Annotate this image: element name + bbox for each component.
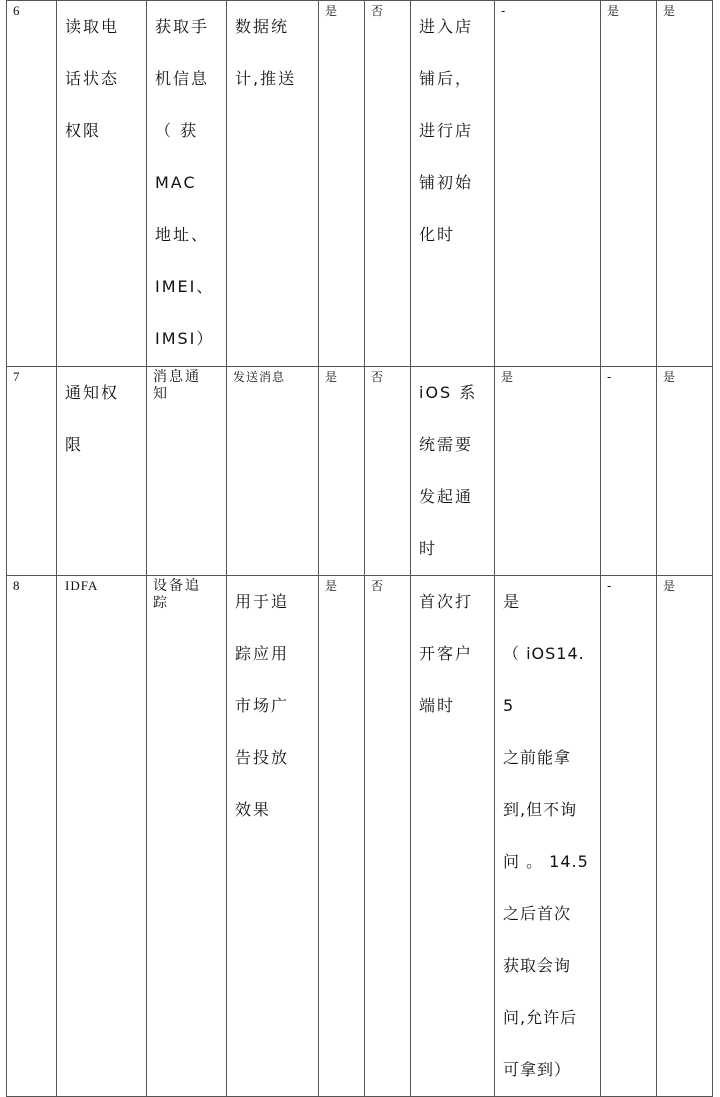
text-line: 铺后， — [419, 69, 474, 88]
text-line: 获取手 — [155, 17, 210, 36]
text-line: 读取电 — [65, 17, 120, 36]
text-line: 权限 — [65, 121, 102, 140]
text-line: 化时 — [419, 225, 456, 244]
text-line: 首次打 — [419, 592, 474, 611]
text-line: IDFA — [65, 578, 99, 593]
text-line: 通知权 — [65, 383, 120, 402]
col9-cell — [657, 1, 713, 367]
consent-cell — [495, 1, 601, 367]
text-line: 话状态 — [65, 69, 120, 88]
optional-value: 否 — [371, 4, 385, 18]
usage-cell — [227, 367, 319, 576]
consent-value: - — [501, 4, 507, 18]
usage-cell — [227, 576, 319, 1097]
row-number-cell — [7, 576, 57, 1097]
text-line: 到,但不询 — [503, 800, 578, 819]
text-line: IMEI、 — [155, 277, 215, 296]
timing-cell — [411, 1, 495, 367]
text-line: 消息通 — [153, 369, 201, 385]
text-line: 计,推送 — [235, 69, 297, 88]
text-line: 发送消息 — [233, 370, 286, 384]
timing-cell — [411, 576, 495, 1097]
text-line: 用于追 — [235, 592, 290, 611]
text-line: 市场广 — [235, 696, 290, 715]
row-number-cell — [7, 1, 57, 367]
text-line: 告投放 — [235, 748, 290, 767]
text-line: 限 — [65, 435, 84, 454]
text-line: （ 获 — [155, 121, 199, 140]
col8-value: - — [607, 579, 613, 593]
text-line: 是 — [503, 592, 521, 611]
purpose-cell — [147, 367, 227, 576]
text-line: 获取会询 — [503, 956, 572, 975]
col9-value: 是 — [663, 370, 677, 384]
row-number-cell — [7, 367, 57, 576]
text-line: 机信息 — [155, 69, 210, 88]
required-cell — [319, 367, 365, 576]
text-line: 发起通 — [419, 487, 474, 506]
consent-cell — [495, 576, 601, 1097]
text-line: 进行店 — [419, 121, 474, 140]
text-line: 之前能拿 — [503, 748, 572, 767]
text-line: 时 — [419, 539, 438, 558]
optional-cell — [365, 576, 411, 1097]
col8-cell — [601, 367, 657, 576]
text-line: 问,允许后 — [503, 1008, 578, 1027]
consent-value: 是 — [501, 370, 515, 384]
usage-cell — [227, 1, 319, 367]
permission-cell — [57, 576, 147, 1097]
table-row — [7, 367, 713, 576]
table-row — [7, 1, 713, 367]
col8-value: 是 — [607, 4, 621, 18]
optional-cell — [365, 1, 411, 367]
col9-value: 是 — [663, 579, 677, 593]
col8-cell — [601, 1, 657, 367]
optional-cell — [365, 367, 411, 576]
text-line: 踪应用 — [235, 644, 290, 663]
permission-cell — [57, 367, 147, 576]
required-cell — [319, 576, 365, 1097]
row-number: 8 — [13, 578, 20, 593]
optional-value: 否 — [371, 579, 385, 593]
required-value: 是 — [325, 579, 339, 593]
text-line: 知 — [153, 386, 169, 402]
timing-cell — [411, 367, 495, 576]
text-line: IMSI） — [155, 329, 215, 348]
permissions-table — [6, 0, 713, 1097]
text-line: 数据统 — [235, 17, 290, 36]
text-line: 可拿到） — [503, 1060, 572, 1079]
text-line: 进入店 — [419, 17, 474, 36]
row-number: 7 — [13, 369, 20, 384]
text-line: 之后首次 — [503, 904, 572, 923]
text-line: 踪 — [153, 595, 169, 611]
col8-value: - — [607, 370, 613, 384]
text-line: iOS 系 — [419, 383, 478, 402]
text-line: 问 。 14.5 — [503, 852, 589, 871]
text-line: 设备追 — [153, 578, 201, 594]
text-line: MAC — [155, 173, 197, 192]
text-line: （ iOS14.5 — [503, 644, 585, 715]
text-line: 统需要 — [419, 435, 474, 454]
text-line: 效果 — [235, 800, 272, 819]
required-value: 是 — [325, 4, 339, 18]
purpose-cell — [147, 1, 227, 367]
required-value: 是 — [325, 370, 339, 384]
table-row — [7, 576, 713, 1097]
consent-cell — [495, 367, 601, 576]
text-line: 开客户 — [419, 644, 474, 663]
row-number: 6 — [13, 3, 20, 18]
text-line: 铺初始 — [419, 173, 474, 192]
col9-value: 是 — [663, 4, 677, 18]
required-cell — [319, 1, 365, 367]
permission-cell — [57, 1, 147, 367]
col9-cell — [657, 367, 713, 576]
text-line: 端时 — [419, 696, 456, 715]
optional-value: 否 — [371, 370, 385, 384]
text-line: 地址、 — [155, 225, 210, 244]
col8-cell — [601, 576, 657, 1097]
purpose-cell — [147, 576, 227, 1097]
col9-cell — [657, 576, 713, 1097]
